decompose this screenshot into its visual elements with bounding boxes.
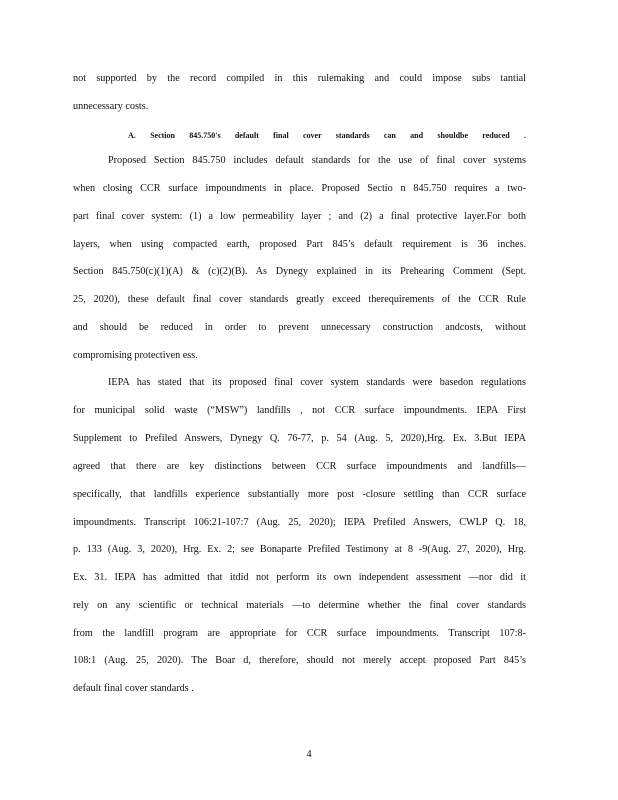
text-line-14: Supplement to Prefiled Answers, Dynegy Q. 76-77, p. 54 (Aug. 5, 2020),Hrg. Ex. 3.But IEPA	[73, 433, 526, 444]
text-line-15: agreed that there are key distinctions between CCR surface impoundments and landfills—	[73, 461, 526, 472]
text-line-17: impoundments. Transcript 106:21-107:7 (Aug. 25, 2020); IEPA Prefiled Answers, CWLP Q. 18,	[73, 517, 526, 528]
text-line-11: compromising protectiven ess.	[73, 350, 198, 361]
text-line-16: specifically, that landfills experience substantially more post -closure settling than CCR surface	[73, 489, 526, 500]
text-line-12: IEPA has stated that its proposed final cover system standards were basedon regulations	[108, 377, 526, 388]
text-line-8: Section 845.750(c)(1)(A) & (c)(2)(B). As Dynegy explained in its Prehearing Comment (Sept.	[73, 266, 526, 277]
text-line-5: when closing CCR surface impoundments in place. Proposed Sectio n 845.750 requires a two-	[73, 183, 526, 194]
text-line-21: from the landfill program are appropriate for CCR surface impoundments. Transcript 107:8-	[73, 628, 526, 639]
text-line-9: 25, 2020), these default final cover standards greatly exceed therequirements of the CCR Rule	[73, 294, 526, 305]
text-line-20: rely on any scientific or technical materials —to determine whether the final cover standards	[73, 600, 526, 611]
text-line-6: part final cover system: (1) a low permeability layer ; and (2) a final protective layer.For both	[73, 211, 526, 222]
text-line-13: for municipal solid waste (“MSW”) landfills , not CCR surface impoundments. IEPA First	[73, 405, 526, 416]
text-line-7: layers, when using compacted earth, proposed Part 845’s default requirement is 36 inches.	[73, 239, 526, 250]
text-line-1: not supported by the record compiled in this rulemaking and could impose subs tantial	[73, 73, 526, 84]
text-line-18: p. 133 (Aug. 3, 2020), Hrg. Ex. 2; see Bonaparte Prefiled Testimony at 8 -9(Aug. 27, 2020), Hrg.	[73, 544, 526, 555]
page-number: 4	[306, 749, 312, 760]
text-line-2: unnecessary costs.	[73, 101, 149, 112]
text-line-22: 108:1 (Aug. 25, 2020). The Boar d, therefore, should not merely accept proposed Part 845’s	[73, 655, 526, 666]
section-heading-a: A. Section 845.750's default final cover standards can and shouldbe reduced .	[128, 131, 526, 140]
text-line-4: Proposed Section 845.750 includes default standards for the use of final cover systems	[108, 155, 526, 166]
text-line-23: default final cover standards .	[73, 683, 194, 694]
text-line-10: and should be reduced in order to prevent unnecessary construction andcosts, without	[73, 322, 526, 333]
text-line-19: Ex. 31. IEPA has admitted that itdid not perform its own independent assessment —nor did it	[73, 572, 526, 583]
